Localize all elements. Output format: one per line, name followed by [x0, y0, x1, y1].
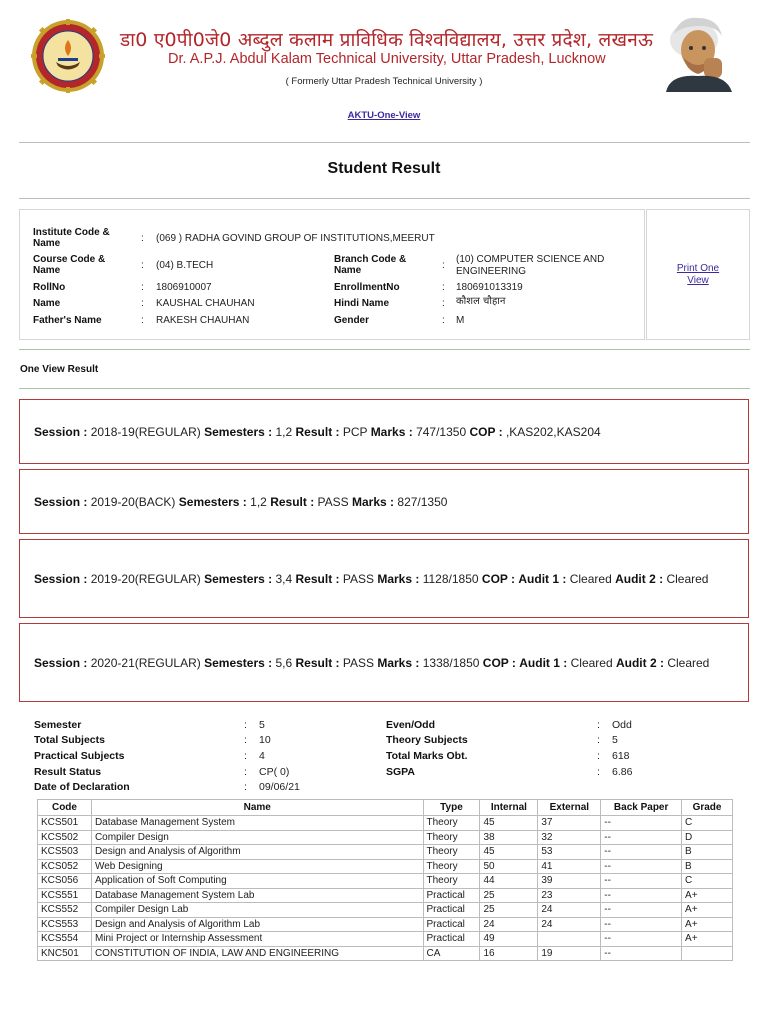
result-status-value: CP( 0)	[259, 766, 290, 778]
table-row	[38, 888, 733, 903]
code-cell: KCS553	[38, 917, 92, 932]
table-row	[38, 845, 733, 860]
section-title: One View Result	[20, 364, 99, 375]
code-cell: KCS554	[38, 932, 92, 947]
semesters-label: Semesters :	[204, 424, 273, 439]
code-cell: KNC501	[38, 946, 92, 961]
university-title-hindi: डा0 ए0पी0जे0 अब्दुल कलाम प्राविधिक विश्वविद्यालय, उत्तर प्रदेश, लखनऊ	[120, 29, 654, 51]
name-label: Name	[33, 298, 61, 309]
total-subjects-label: Total Subjects	[34, 734, 105, 746]
audit2-label: Audit 2 :	[615, 571, 664, 586]
type-cell: Theory	[423, 816, 480, 831]
type-cell: CA	[423, 946, 480, 961]
total-marks-label: Total Marks Obt.	[386, 750, 468, 762]
course-label: Course Code & Name	[33, 254, 106, 276]
semesters-label: Semesters :	[178, 494, 247, 509]
external-cell: 23	[538, 888, 601, 903]
audit1-label: Audit 1 :	[519, 655, 568, 670]
column-header: Name	[91, 800, 423, 816]
cop-label: COP :	[469, 424, 503, 439]
type-cell: Practical	[423, 917, 480, 932]
semester-label: Semester	[34, 719, 82, 731]
divider	[19, 349, 750, 350]
page-title: Student Result	[327, 160, 441, 177]
marks-label: Marks :	[370, 424, 413, 439]
audit2-value: Cleared	[666, 571, 709, 586]
colon: :	[597, 750, 600, 762]
colon: :	[141, 260, 144, 271]
total-subjects-value: 10	[259, 734, 271, 746]
colon: :	[244, 734, 247, 746]
institute-value: (069 ) RADHA GOVIND GROUP OF INSTITUTIONS,MEERUT	[156, 233, 435, 244]
marks-label: Marks :	[377, 655, 420, 670]
colon: :	[244, 766, 247, 778]
grade-cell: B	[682, 845, 733, 860]
hindi-name-value: कौशल चौहान	[456, 296, 506, 307]
colon: :	[597, 719, 600, 731]
grade-cell	[682, 946, 733, 961]
colon: :	[442, 260, 445, 271]
marks-value: 827/1350	[397, 494, 448, 509]
subject-name-cell: Database Management System Lab	[91, 888, 423, 903]
theory-subjects-value: 5	[612, 734, 618, 746]
subject-name-cell: Compiler Design	[91, 830, 423, 845]
internal-cell: 49	[480, 932, 538, 947]
branch-label: Branch Code & Name	[334, 254, 407, 276]
father-value: RAKESH CHAUHAN	[156, 315, 250, 326]
colon: :	[141, 282, 144, 293]
external-cell: 32	[538, 830, 601, 845]
result-status-label: Result Status	[34, 766, 102, 778]
rollno-value: 1806910007	[156, 282, 212, 293]
marks-value: 1128/1850	[422, 571, 479, 586]
back-paper-cell: --	[601, 888, 682, 903]
colon: :	[244, 781, 247, 793]
subject-name-cell: Web Designing	[91, 859, 423, 874]
subject-name-cell: Design and Analysis of Algorithm	[91, 845, 423, 860]
subject-name-cell: Design and Analysis of Algorithm Lab	[91, 917, 423, 932]
session-value: 2018-19(REGULAR)	[90, 424, 201, 439]
semesters-value: 5,6	[275, 655, 293, 670]
grade-cell: A+	[682, 917, 733, 932]
session-summary	[34, 425, 601, 439]
internal-cell: 25	[480, 903, 538, 918]
session-label: Session :	[34, 424, 88, 439]
colon: :	[141, 315, 144, 326]
semester-value: 5	[259, 719, 265, 731]
result-value: PASS	[342, 655, 374, 670]
type-cell: Practical	[423, 932, 480, 947]
subject-name-cell: Compiler Design Lab	[91, 903, 423, 918]
internal-cell: 45	[480, 816, 538, 831]
sgpa-label: SGPA	[386, 766, 415, 778]
table-row	[38, 932, 733, 947]
semesters-label: Semesters :	[204, 571, 273, 586]
column-header: Code	[38, 800, 92, 816]
session-card	[19, 623, 749, 702]
subject-name-cell: CONSTITUTION OF INDIA, LAW AND ENGINEERING	[91, 946, 423, 961]
type-cell: Practical	[423, 903, 480, 918]
even-odd-label: Even/Odd	[386, 719, 436, 731]
session-card	[19, 539, 749, 618]
colon: :	[244, 719, 247, 731]
external-cell	[538, 932, 601, 947]
internal-cell: 38	[480, 830, 538, 845]
enrollment-label: EnrollmentNo	[334, 282, 400, 293]
code-cell: KCS551	[38, 888, 92, 903]
grade-cell: C	[682, 874, 733, 889]
session-value: 2019-20(BACK)	[90, 494, 176, 509]
code-cell: KCS052	[38, 859, 92, 874]
session-label: Session :	[34, 494, 88, 509]
marks-label: Marks :	[377, 571, 420, 586]
semesters-value: 1,2	[250, 494, 267, 509]
father-label: Father's Name	[33, 315, 102, 326]
table-row	[38, 859, 733, 874]
code-cell: KCS501	[38, 816, 92, 831]
subject-name-cell: Application of Soft Computing	[91, 874, 423, 889]
gender-label: Gender	[334, 315, 370, 326]
external-cell: 39	[538, 874, 601, 889]
code-cell: KCS502	[38, 830, 92, 845]
divider	[19, 388, 750, 389]
colon: :	[141, 233, 144, 244]
session-card	[19, 399, 749, 464]
audit1-label: Audit 1 :	[518, 571, 567, 586]
external-cell: 37	[538, 816, 601, 831]
result-value: PASS	[317, 494, 349, 509]
semesters-label: Semesters :	[204, 655, 273, 670]
audit2-label: Audit 2 :	[615, 655, 664, 670]
result-label: Result :	[270, 494, 315, 509]
semester-summary	[0, 718, 768, 798]
column-header: Grade	[682, 800, 733, 816]
session-summary	[34, 572, 708, 586]
external-cell: 41	[538, 859, 601, 874]
audit1-value: Cleared	[569, 571, 612, 586]
external-cell: 24	[538, 903, 601, 918]
rollno-label: RollNo	[33, 282, 66, 293]
cop-value: ,KAS202,KAS204	[505, 424, 601, 439]
colon: :	[244, 750, 247, 762]
session-value: 2020-21(REGULAR)	[90, 655, 201, 670]
column-header: External	[538, 800, 601, 816]
back-paper-cell: --	[601, 932, 682, 947]
internal-cell: 24	[480, 917, 538, 932]
type-cell: Theory	[423, 845, 480, 860]
cop-label: COP :	[482, 655, 516, 670]
table-row	[38, 946, 733, 961]
hindi-name-label: Hindi Name	[334, 298, 390, 309]
internal-cell: 44	[480, 874, 538, 889]
grade-cell: D	[682, 830, 733, 845]
table-header-row	[38, 800, 733, 816]
audit1-value: Cleared	[570, 655, 613, 670]
branch-value: (10) COMPUTER SCIENCE AND ENGINEERING	[456, 254, 605, 277]
code-cell: KCS503	[38, 845, 92, 860]
code-cell: KCS552	[38, 903, 92, 918]
audit2-value: Cleared	[667, 655, 710, 670]
aktu-one-view-link[interactable]: AKTU-One-View	[347, 110, 421, 121]
back-paper-cell: --	[601, 830, 682, 845]
gender-value: M	[456, 315, 465, 326]
colon: :	[442, 282, 445, 293]
practical-subjects-label: Practical Subjects	[34, 750, 125, 762]
external-cell: 19	[538, 946, 601, 961]
semesters-value: 3,4	[275, 571, 293, 586]
grade-cell: A+	[682, 932, 733, 947]
column-header: Back Paper	[601, 800, 682, 816]
theory-subjects-label: Theory Subjects	[386, 734, 468, 746]
back-paper-cell: --	[601, 903, 682, 918]
internal-cell: 25	[480, 888, 538, 903]
type-cell: Theory	[423, 859, 480, 874]
session-label: Session :	[34, 571, 88, 586]
back-paper-cell: --	[601, 917, 682, 932]
colon: :	[597, 766, 600, 778]
marks-value: 1338/1850	[422, 655, 480, 670]
cop-label: COP :	[481, 571, 516, 586]
declaration-value: 09/06/21	[259, 781, 300, 793]
table-row	[38, 830, 733, 845]
declaration-label: Date of Declaration	[34, 781, 130, 793]
result-label: Result :	[295, 571, 340, 586]
print-one-view-link[interactable]: Print One View	[676, 262, 720, 286]
portrait-icon	[660, 12, 738, 92]
column-header: Internal	[480, 800, 538, 816]
back-paper-cell: --	[601, 874, 682, 889]
enrollment-value: 180691013319	[456, 282, 523, 293]
subject-name-cell: Mini Project or Internship Assessment	[91, 932, 423, 947]
colon: :	[442, 315, 445, 326]
result-label: Result :	[295, 655, 340, 670]
internal-cell: 45	[480, 845, 538, 860]
colon: :	[141, 298, 144, 309]
session-card	[19, 469, 749, 534]
table-row	[38, 874, 733, 889]
print-panel	[646, 209, 750, 340]
table-row	[38, 917, 733, 932]
session-label: Session :	[34, 655, 88, 670]
back-paper-cell: --	[601, 816, 682, 831]
divider	[19, 198, 750, 199]
table-row	[38, 816, 733, 831]
subject-name-cell: Database Management System	[91, 816, 423, 831]
table-body	[38, 816, 733, 961]
internal-cell: 16	[480, 946, 538, 961]
result-value: PCP	[342, 424, 368, 439]
column-header: Type	[423, 800, 480, 816]
formerly-name: ( Formerly Uttar Pradesh Technical University )	[285, 76, 483, 87]
colon: :	[597, 734, 600, 746]
name-value: KAUSHAL CHAUHAN	[156, 298, 255, 309]
sgpa-value: 6.86	[612, 766, 633, 778]
even-odd-value: Odd	[612, 719, 632, 731]
marks-label: Marks :	[352, 494, 395, 509]
grade-cell: A+	[682, 903, 733, 918]
external-cell: 24	[538, 917, 601, 932]
practical-subjects-value: 4	[259, 750, 265, 762]
type-cell: Theory	[423, 874, 480, 889]
grade-cell: B	[682, 859, 733, 874]
back-paper-cell: --	[601, 859, 682, 874]
divider	[19, 142, 750, 143]
marks-table	[37, 799, 733, 961]
grade-cell: A+	[682, 888, 733, 903]
internal-cell: 50	[480, 859, 538, 874]
type-cell: Practical	[423, 888, 480, 903]
page-header	[0, 0, 768, 100]
semesters-value: 1,2	[275, 424, 293, 439]
table-row	[38, 903, 733, 918]
session-summary	[34, 656, 709, 670]
back-paper-cell: --	[601, 845, 682, 860]
session-value: 2019-20(REGULAR)	[90, 571, 201, 586]
university-title-english: Dr. A.P.J. Abdul Kalam Technical University, Uttar Pradesh, Lucknow	[168, 51, 606, 67]
type-cell: Theory	[423, 830, 480, 845]
code-cell: KCS056	[38, 874, 92, 889]
course-value: (04) B.TECH	[156, 260, 214, 271]
session-summary	[34, 495, 447, 509]
colon: :	[442, 298, 445, 309]
student-info-panel	[19, 209, 645, 340]
back-paper-cell: --	[601, 946, 682, 961]
total-marks-value: 618	[612, 750, 630, 762]
result-value: PASS	[342, 571, 374, 586]
grade-cell: C	[682, 816, 733, 831]
institute-label: Institute Code & Name	[33, 227, 110, 249]
result-label: Result :	[295, 424, 340, 439]
marks-value: 747/1350	[416, 424, 467, 439]
external-cell: 53	[538, 845, 601, 860]
